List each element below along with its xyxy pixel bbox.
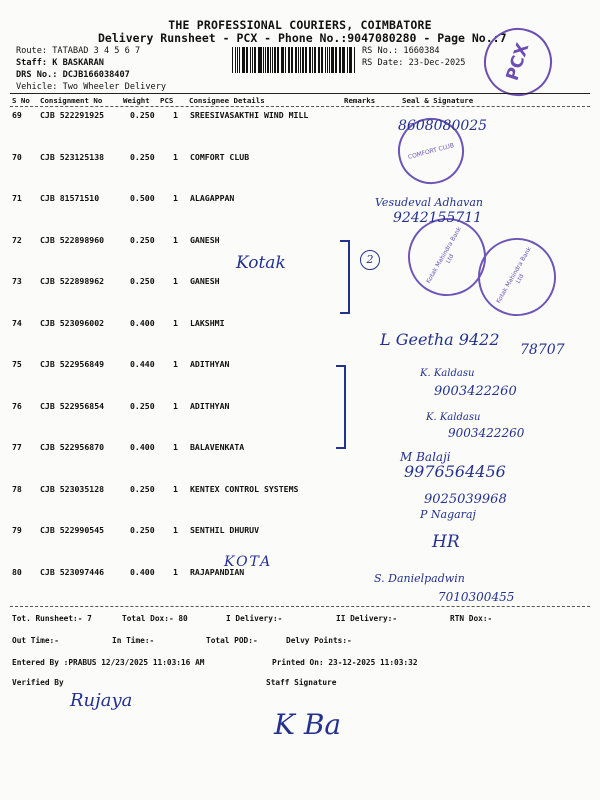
row-consignment: CJB 523097446: [40, 566, 105, 577]
barcode-bar: [239, 47, 240, 73]
barcode-bar: [347, 47, 348, 73]
handwritten-geetha-phone: 78707: [520, 342, 565, 358]
handwritten-hr: HR: [432, 532, 460, 552]
table-row: [0, 525, 600, 567]
row-consignment: CJB 522990545: [40, 525, 105, 535]
handwritten-kaldasu-1: K. Kaldasu: [420, 368, 475, 379]
row-sno: 79: [12, 525, 22, 535]
row-sno: 71: [12, 193, 22, 203]
col-remarks: Remarks: [344, 96, 376, 105]
bank-stamp-1: Kotak Mahindra Bank Ltd: [394, 204, 501, 311]
barcode-bar: [349, 47, 350, 73]
total-dox: Total Dox:- 80: [122, 614, 188, 623]
row-pcs: 1: [173, 151, 178, 162]
handwritten-phone-2: 9242155711: [393, 210, 483, 226]
row-consignment: CJB 522956870: [40, 442, 105, 452]
out-time: Out Time:-: [12, 636, 59, 645]
barcode-bar: [246, 47, 247, 73]
barcode-bar: [237, 47, 238, 73]
handwritten-daniel: S. Danielpadwin: [374, 572, 465, 585]
handwritten-geetha: L Geetha 9422: [380, 330, 500, 349]
barcode-bar: [350, 47, 352, 73]
header-top-rule: [10, 93, 590, 94]
barcode-bar: [247, 47, 248, 73]
barcode-bar: [250, 47, 251, 73]
handwritten-kaldasu-2: K. Kaldasu: [426, 412, 481, 423]
barcode-bar: [288, 47, 289, 73]
row-consignee: ADITHYAN: [190, 359, 230, 369]
printed-on: Printed On: 23-12-2025 11:03:32: [272, 658, 418, 667]
barcode-bar: [335, 47, 336, 73]
barcode-bar: [270, 47, 271, 73]
barcode-bar: [267, 47, 268, 73]
barcode-bar: [321, 47, 322, 73]
header-bottom-rule: [10, 106, 590, 107]
barcode-bar: [302, 47, 303, 73]
col-sno: S No: [12, 96, 30, 105]
row-consignment: CJB 523096002: [40, 317, 105, 328]
handwritten-phone-3: 9025039968: [424, 492, 507, 507]
row-weight: 0.250: [130, 234, 155, 245]
delvy-points: Delvy Points:-: [286, 636, 352, 645]
staff-signature: K Ba: [274, 708, 342, 741]
row-weight: 0.250: [130, 276, 155, 286]
row-sno: 73: [12, 276, 22, 286]
barcode-bar: [263, 47, 264, 73]
footer-rule: [10, 606, 590, 607]
row-consignee: GANESH: [190, 234, 220, 245]
table-row: [0, 193, 600, 235]
barcode-bar: [289, 47, 290, 73]
row-weight: 0.400: [130, 317, 155, 328]
entered-by: Entered By :PRABUS 12/23/2025 11:03:16 AM: [12, 658, 205, 667]
row-pcs: 1: [173, 566, 178, 577]
col-consignee: Consignee Details: [189, 96, 265, 105]
rtn-dox: RTN Dox:-: [450, 614, 493, 623]
drs-number: DRS No.: DCJB166038407: [16, 70, 130, 80]
barcode-bar: [312, 47, 313, 73]
barcode-bar: [329, 47, 330, 73]
row-consignee: SREESIVASAKTHI WIND MILL: [190, 110, 309, 120]
row-consignee: RAJAPANDIAN: [190, 566, 245, 577]
row-consignee: SENTHIL DHURUV: [190, 525, 260, 535]
row-pcs: 1: [173, 193, 178, 203]
row-sno: 76: [12, 400, 22, 411]
row-sno: 78: [12, 483, 22, 494]
barcode-bar: [305, 47, 306, 73]
barcode-bar: [300, 47, 301, 73]
barcode-bar: [291, 47, 293, 73]
handwritten-kaldasu-phone-2: 9003422260: [448, 426, 525, 440]
row-sno: 80: [12, 566, 22, 577]
row-pcs: 1: [173, 442, 178, 452]
staff-signature-label: Staff Signature: [266, 678, 337, 687]
barcode-bar: [277, 47, 279, 73]
row-sno: 75: [12, 359, 22, 369]
barcode-bar: [242, 47, 244, 73]
handwritten-bracket-2: [336, 365, 346, 449]
row-consignment: CJB 522898960: [40, 234, 105, 245]
col-weight: Weight: [123, 96, 150, 105]
handwritten-daniel-phone: 7010300455: [438, 590, 515, 604]
row-sno: 74: [12, 317, 22, 328]
row-pcs: 1: [173, 276, 178, 286]
row-consignee: COMFORT CLUB: [190, 151, 250, 162]
handwritten-kotak: Kotak: [236, 253, 286, 273]
handwritten-kota: KOTA: [224, 554, 273, 570]
barcode-bar: [314, 47, 315, 73]
total-pod: Total POD:-: [206, 636, 258, 645]
row-consignee: ALAGAPPAN: [190, 193, 235, 203]
handwritten-nagaraj: P Nagaraj: [420, 508, 476, 521]
table-row: [0, 442, 600, 484]
row-weight: 0.500: [130, 193, 155, 203]
row-pcs: 1: [173, 525, 178, 535]
row-weight: 0.400: [130, 566, 155, 577]
col-consignment: Consignment No: [40, 96, 103, 105]
rs-number: RS No.: 1660384: [362, 46, 440, 56]
row-pcs: 1: [173, 317, 178, 328]
col-seal-signature: Seal & Signature: [402, 96, 474, 105]
ii-delivery: II Delivery:-: [336, 614, 398, 623]
staff-label: Staff: K BASKARAN: [16, 58, 104, 68]
row-pcs: 1: [173, 110, 178, 120]
company-title: THE PROFESSIONAL COURIERS, COIMBATORE: [168, 18, 432, 32]
table-row: [0, 318, 600, 360]
handwritten-circle-2: 2: [360, 250, 380, 270]
barcode-bar: [232, 47, 233, 73]
handwritten-balaji-phone: 9976564456: [404, 462, 506, 481]
row-weight: 0.250: [130, 400, 155, 411]
barcode-bar: [252, 47, 253, 73]
barcode-bar: [336, 47, 337, 73]
barcode-bar: [285, 47, 286, 73]
barcode-bar: [235, 47, 236, 73]
handwritten-kaldasu-phone-1: 9003422260: [434, 384, 517, 399]
row-consignment: CJB 522291925: [40, 110, 105, 120]
row-consignee: LAKSHMI: [190, 317, 225, 328]
row-consignment: CJB 522898962: [40, 276, 105, 286]
barcode-bar: [259, 47, 261, 73]
route-label: Route: TATABAD 3 4 5 6 7: [16, 46, 141, 56]
barcode: [232, 47, 356, 73]
barcode-bar: [295, 47, 296, 73]
row-sno: 77: [12, 442, 22, 452]
barcode-bar: [327, 47, 328, 73]
col-pcs: PCS: [160, 96, 174, 105]
barcode-bar: [309, 47, 311, 73]
handwritten-name-1: Vesudeval Adhavan: [375, 196, 483, 209]
tot-runsheet: Tot. Runsheet:- 7: [12, 614, 92, 623]
row-consignee: KENTEX CONTROL SYSTEMS: [190, 483, 299, 494]
row-consignment: CJB 81571510: [40, 193, 100, 203]
table-row: [0, 110, 600, 152]
handwritten-balaji: M Balaji: [400, 450, 451, 464]
barcode-bar: [265, 47, 266, 73]
row-pcs: 1: [173, 483, 178, 494]
row-pcs: 1: [173, 359, 178, 369]
row-consignment: CJB 522956849: [40, 359, 105, 369]
barcode-bar: [272, 47, 273, 73]
barcode-bar: [319, 47, 320, 73]
row-consignee: BALAVENKATA: [190, 442, 245, 452]
verified-by-label: Verified By: [12, 678, 64, 687]
bank-stamp-2: Kotak Mahindra Bank Ltd: [464, 224, 571, 331]
barcode-bar: [274, 47, 275, 73]
row-pcs: 1: [173, 400, 178, 411]
barcode-bar: [254, 47, 255, 73]
row-consignee: GANESH: [190, 276, 220, 286]
verifier-signature: Rujaya: [70, 690, 133, 711]
vehicle-label: Vehicle: Two Wheeler Delivery: [16, 82, 167, 92]
rs-date: RS Date: 23-Dec-2025: [362, 58, 466, 68]
barcode-bar: [298, 47, 299, 73]
in-time: In Time:-: [112, 636, 155, 645]
row-weight: 0.250: [130, 151, 155, 162]
row-weight: 0.250: [130, 483, 155, 494]
table-row: [0, 152, 600, 194]
barcode-bar: [281, 47, 282, 73]
handwritten-phone-1: 8608080025: [398, 118, 488, 134]
barcode-bar: [339, 47, 340, 73]
row-weight: 0.400: [130, 442, 155, 452]
row-weight: 0.440: [130, 359, 155, 369]
barcode-bar: [331, 47, 333, 73]
row-sno: 72: [12, 234, 22, 245]
barcode-bar: [342, 47, 343, 73]
row-weight: 0.250: [130, 525, 155, 535]
barcode-bar: [306, 47, 307, 73]
row-consignee: ADITHYAN: [190, 400, 230, 411]
row-consignment: CJB 522956854: [40, 400, 105, 411]
handwritten-bracket-1: [340, 240, 350, 314]
row-pcs: 1: [173, 234, 178, 245]
barcode-bar: [325, 47, 326, 73]
i-delivery: I Delivery:-: [226, 614, 283, 623]
barcode-bar: [318, 47, 319, 73]
barcode-bar: [354, 47, 355, 73]
comfort-club-stamp: COMFORT CLUB: [391, 111, 472, 192]
barcode-bar: [258, 47, 259, 73]
row-consignment: CJB 523125138: [40, 151, 105, 162]
barcode-bar: [343, 47, 344, 73]
runsheet-subtitle: Delivery Runsheet - PCX - Phone No.:9047080280 - Page No.:7: [98, 31, 507, 45]
row-consignment: CJB 523035128: [40, 483, 105, 494]
row-sno: 70: [12, 151, 22, 162]
row-weight: 0.250: [130, 110, 155, 120]
barcode-bar: [282, 47, 283, 73]
table-row: [0, 484, 600, 526]
pcx-stamp: PCX: [475, 19, 561, 105]
row-sno: 69: [12, 110, 22, 120]
